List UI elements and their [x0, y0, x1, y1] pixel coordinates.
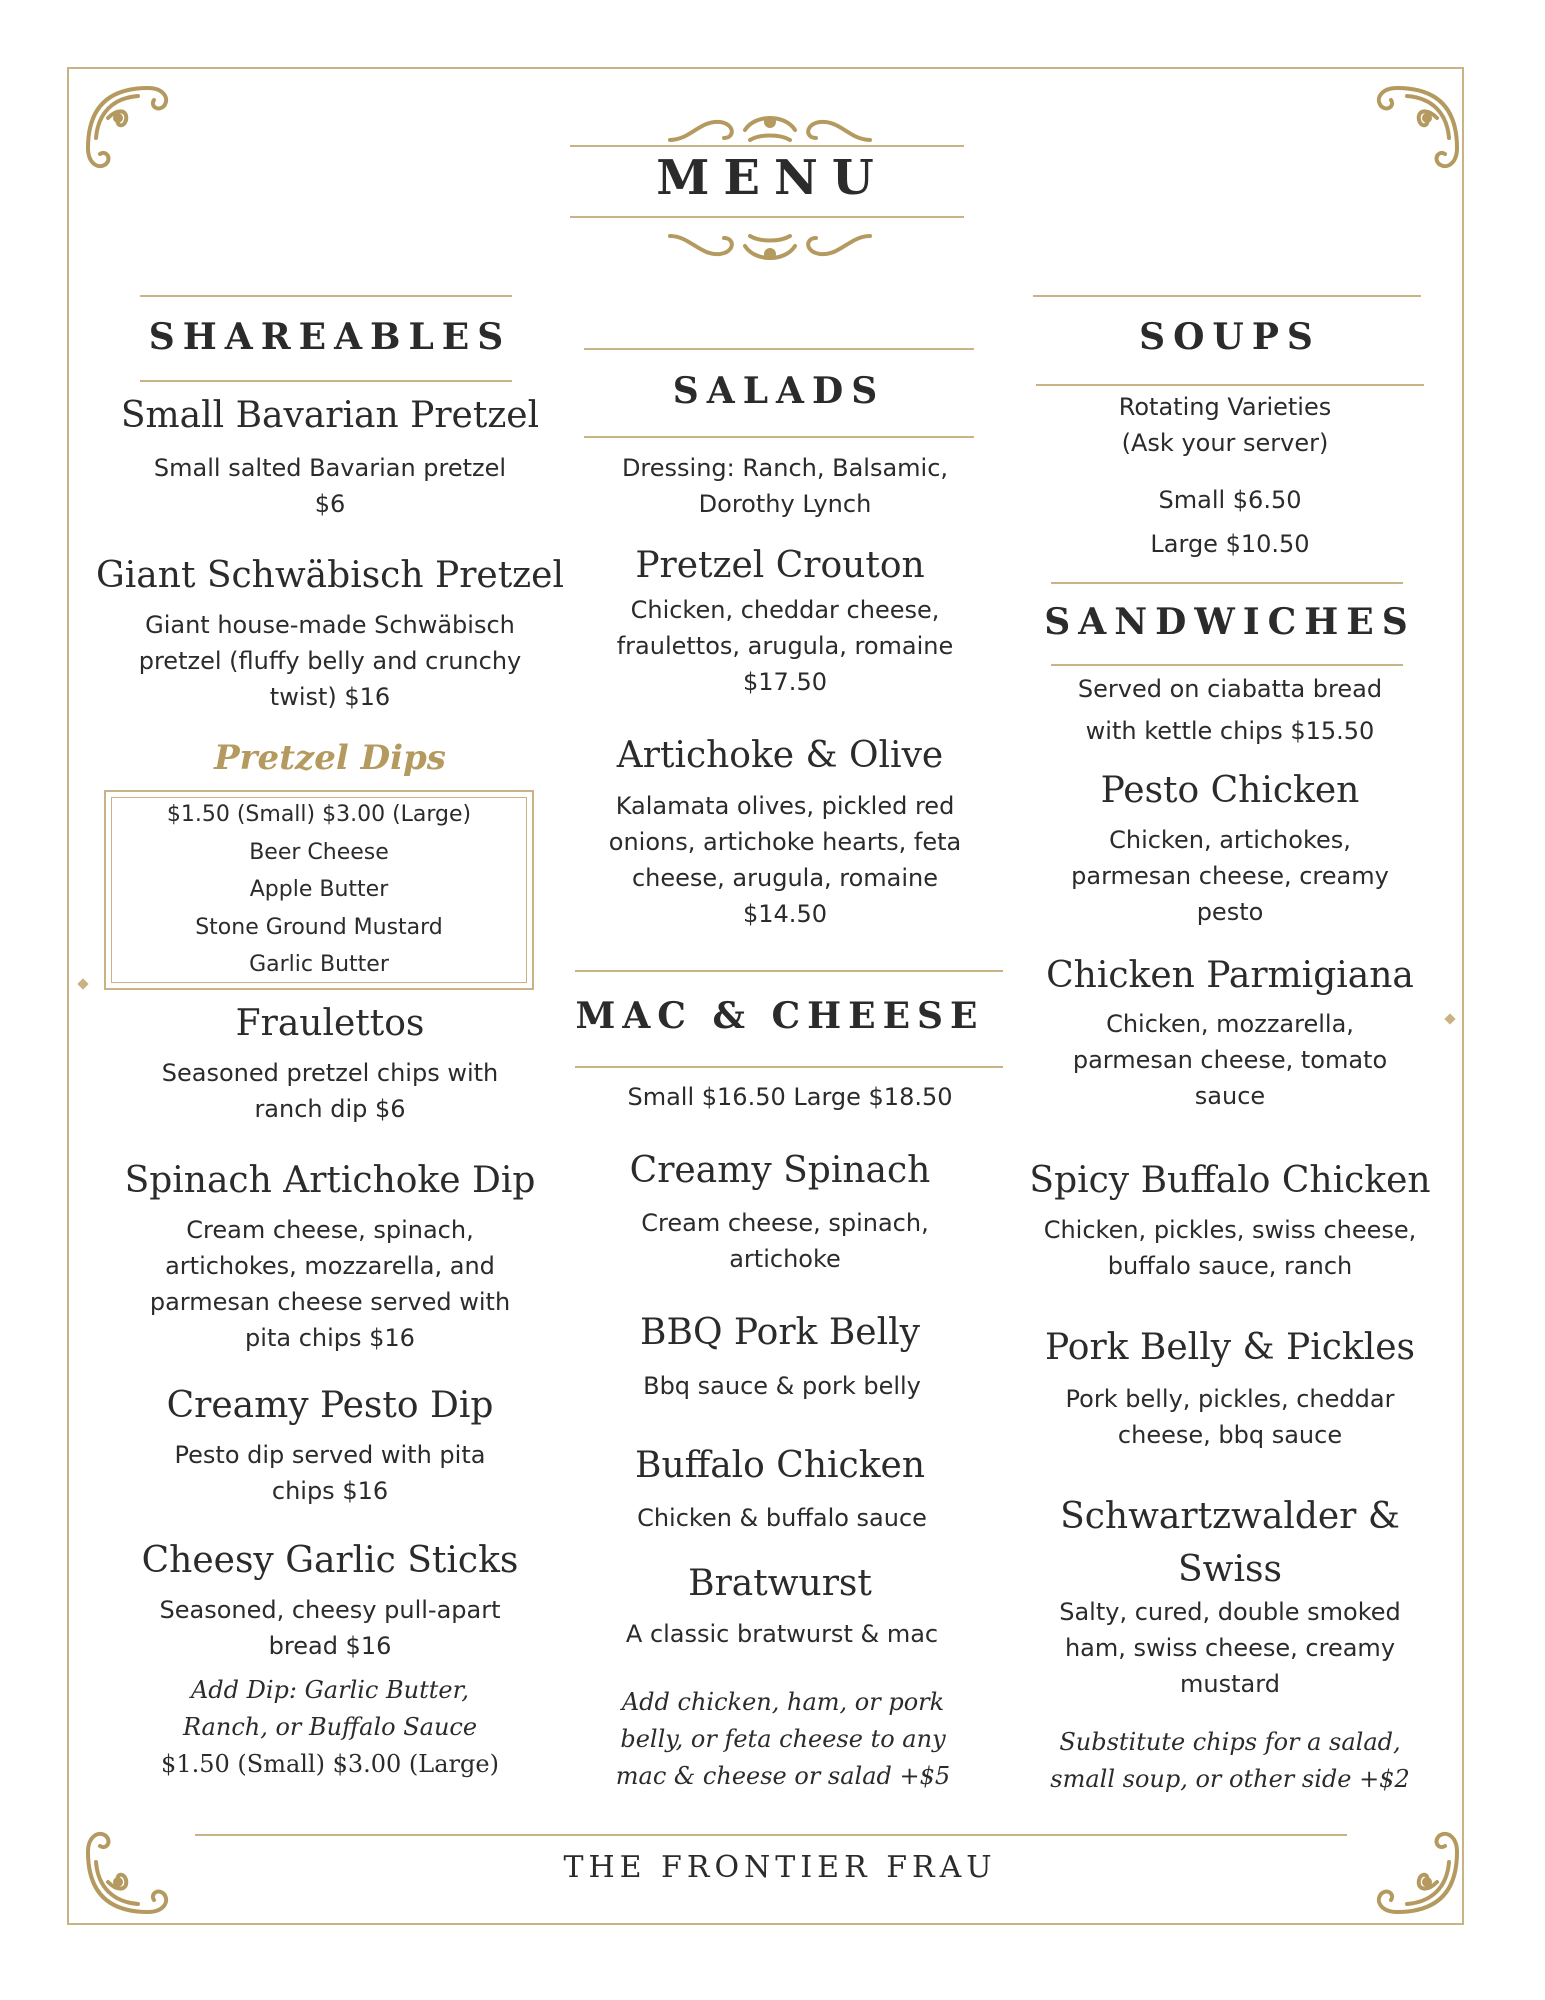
item-name: Artichoke & Olive — [616, 735, 944, 776]
item-description: Chicken, mozzarella, parmesan cheese, tomato sauce — [1072, 1010, 1388, 1110]
section-title-salads: SALADS — [672, 370, 886, 412]
header-flourish-icon — [650, 222, 890, 276]
add-protein-note: Add chicken, ham, or pork belly, or feta cheese to any mac & cheese or salad +$5 — [615, 1688, 951, 1790]
item-name: Spicy Buffalo Chicken — [1029, 1160, 1431, 1201]
item-name: Fraulettos — [235, 1003, 425, 1044]
item-name: Bratwurst — [688, 1563, 872, 1604]
dip-option: Garlic Butter — [249, 952, 389, 977]
item-name: Creamy Spinach — [629, 1150, 931, 1191]
item-description: Seasoned, cheesy pull-apart bread $16 — [159, 1596, 501, 1660]
item-description: Chicken, pickles, swiss cheese, buffalo sauce, ranch — [1043, 1216, 1417, 1280]
dip-option: Apple Butter — [249, 877, 389, 902]
corner-flourish-icon — [78, 1812, 188, 1922]
item-name: Chicken Parmigiana — [1046, 955, 1414, 996]
salad-dressing: Dressing: Ranch, Balsamic, Dorothy Lynch — [621, 454, 949, 518]
item-name: Spinach Artichoke Dip — [124, 1160, 536, 1201]
item-description: Pesto dip served with pita chips $16 — [174, 1441, 486, 1505]
mac-sizes: Small $16.50 Large $18.50 — [627, 1083, 953, 1111]
item-description: Kalamata olives, pickled red onions, artichoke hearts, feta cheese, arugula, romaine $14.50 — [608, 792, 962, 928]
item-description: A classic bratwurst & mac — [625, 1620, 939, 1648]
add-dip-note: Add Dip: Garlic Butter, Ranch, or Buffalo Sauce — [182, 1676, 478, 1741]
substitute-note: Substitute chips for a salad, small soup, or other side +$2 — [1050, 1728, 1410, 1793]
item-name: Buffalo Chicken — [634, 1445, 926, 1486]
restaurant-name: THE FRONTIER FRAU — [563, 1850, 997, 1885]
item-description: Giant house-made Schwäbisch pretzel (fluffy belly and crunchy twist) $16 — [138, 611, 522, 711]
section-title-shareables: SHAREABLES — [148, 316, 512, 358]
item-name: BBQ Pork Belly — [640, 1312, 920, 1353]
page-title: MENU — [656, 150, 888, 206]
sandwich-served-note: Served on ciabatta bread with kettle chips $15.50 — [1077, 675, 1383, 745]
section-title-sandwiches: SANDWICHES — [1044, 601, 1416, 643]
item-description: Chicken, artichokes, parmesan cheese, creamy pesto — [1071, 826, 1389, 926]
item-description: Small salted Bavarian pretzel $6 — [153, 454, 507, 518]
add-dip-price: $1.50 (Small) $3.00 (Large) — [161, 1750, 499, 1778]
dip-option: Beer Cheese — [249, 839, 389, 865]
item-description: Cream cheese, spinach, artichoke — [641, 1209, 929, 1273]
soup-small-price: Small $6.50 — [1158, 486, 1302, 514]
item-name: Cheesy Garlic Sticks — [141, 1540, 519, 1581]
item-description: Pork belly, pickles, cheddar cheese, bbq sauce — [1065, 1385, 1395, 1449]
item-name: Pork Belly & Pickles — [1045, 1327, 1415, 1368]
section-title-mac-and-cheese: MAC & CHEESE — [575, 995, 985, 1037]
pretzel-dips-box — [104, 790, 534, 990]
item-name: Creamy Pesto Dip — [166, 1385, 494, 1426]
item-name: Pesto Chicken — [1100, 770, 1360, 811]
item-name: Pretzel Crouton — [635, 545, 925, 586]
soup-varieties: Rotating Varieties (Ask your server) — [1118, 393, 1332, 457]
item-description: Seasoned pretzel chips with ranch dip $6 — [161, 1059, 499, 1123]
dip-option: Stone Ground Mustard — [195, 914, 443, 940]
item-description: Bbq sauce & pork belly — [643, 1372, 921, 1400]
item-name: Schwartzwalder & Swiss — [1060, 1496, 1400, 1590]
soup-large-price: Large $10.50 — [1150, 530, 1310, 558]
pretzel-dips-title: Pretzel Dips — [214, 738, 446, 778]
section-title-soups: SOUPS — [1139, 316, 1321, 358]
corner-flourish-icon — [1357, 78, 1467, 188]
item-description: Salty, cured, double smoked ham, swiss cheese, creamy mustard — [1059, 1598, 1401, 1698]
dip-price: $1.50 (Small) $3.00 (Large) — [166, 802, 472, 827]
item-name: Small Bavarian Pretzel — [120, 395, 540, 436]
corner-flourish-icon — [1357, 1812, 1467, 1922]
item-description: Chicken, cheddar cheese, fraulettos, arugula, romaine $17.50 — [616, 596, 954, 696]
item-description: Cream cheese, spinach, artichokes, mozzarella, and parmesan cheese served with pita chips $16 — [149, 1216, 511, 1352]
corner-flourish-icon — [78, 78, 188, 188]
item-description: Chicken & buffalo sauce — [637, 1504, 927, 1532]
item-name: Giant Schwäbisch Pretzel — [96, 555, 564, 596]
